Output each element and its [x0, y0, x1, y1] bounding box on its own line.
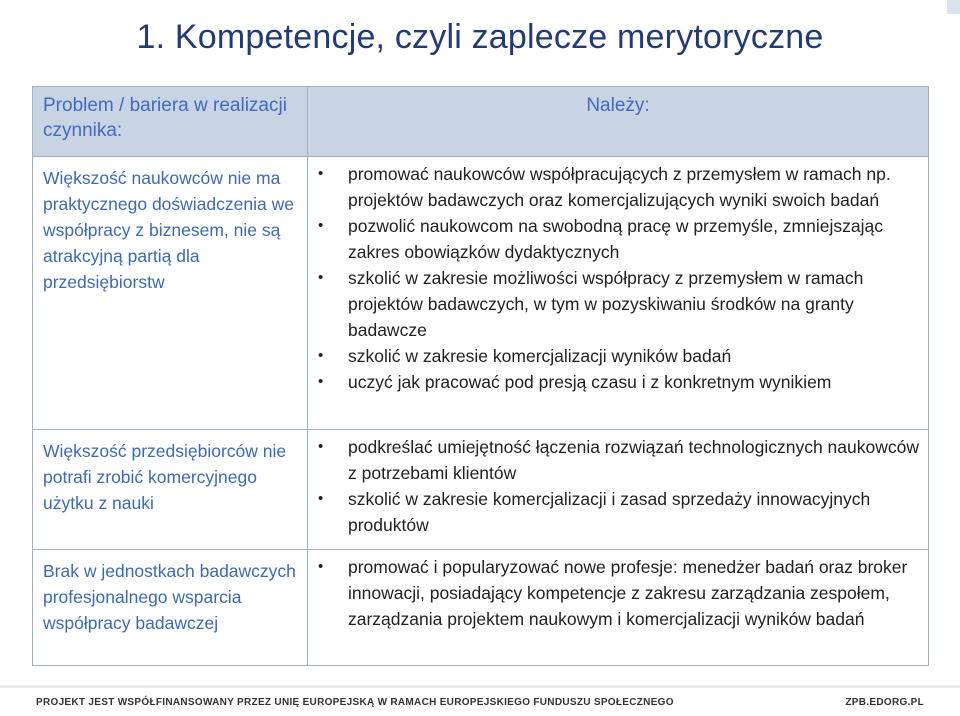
- actions-list: [316, 161, 922, 395]
- action-item: • promować i popularyzować nowe profesje: menedżer badań oraz broker innowacji, posiadający kompetencje z zakresu zarządzania zespołem, zarządzania projektem naukowym i komercjalizacji wyników badań: [316, 554, 922, 632]
- action-item: • szkolić w zakresie możliwości współpracy z przemysłem w ramach projektów badawczych, w tym w pozyskiwaniu środków na granty badawcze: [316, 265, 922, 343]
- competence-table: [32, 86, 929, 666]
- footer-website[interactable]: ZPB.EDORG.PL: [845, 697, 924, 708]
- actions-cell: [308, 157, 929, 430]
- table-row: [33, 430, 929, 550]
- corner-decoration: [947, 0, 960, 14]
- table-row: [33, 157, 929, 430]
- problem-cell: Brak w jednostkach badawczych profesjonalnego wsparcia współpracy badawczej: [33, 550, 308, 666]
- table-row: [33, 550, 929, 666]
- action-item: • uczyć jak pracować pod presją czasu i z konkretnym wynikiem: [316, 369, 922, 395]
- actions-list: [316, 554, 922, 632]
- problem-cell: Większość przedsiębiorców nie potrafi zrobić komercyjnego użytku z nauki: [33, 430, 308, 550]
- actions-cell: [308, 550, 929, 666]
- action-item: • promować naukowców współpracujących z przemysłem w ramach np. projektów badawczych oraz komercjalizujących wyniki swoich badań: [316, 161, 922, 213]
- page-title: 1. Kompetencje, czyli zaplecze merytoryczne: [136, 18, 824, 56]
- action-item: • pozwolić naukowcom na swobodną pracę w przemyśle, zmniejszając zakres obowiązków dydaktycznych: [316, 213, 922, 265]
- header-problem: Problem / bariera w realizacji czynnika:: [33, 87, 308, 157]
- table-header-row: [33, 87, 929, 157]
- header-actions: Należy:: [308, 87, 929, 157]
- footer-bar: [0, 685, 960, 716]
- action-item: • podkreślać umiejętność łączenia rozwiązań technologicznych naukowców z potrzebami klientów: [316, 434, 922, 486]
- actions-list: [316, 434, 922, 538]
- footer-funding-note: PROJEKT JEST WSPÓŁFINANSOWANY PRZEZ UNIĘ EUROPEJSKĄ W RAMACH EUROPEJSKIEGO FUNDUSZU SPOŁECZNEGO: [36, 697, 674, 708]
- problem-cell: Większość naukowców nie ma praktycznego doświadczenia we współpracy z biznesem, nie są atrakcyjną partią dla przedsiębiorstw: [33, 157, 308, 430]
- action-item: • szkolić w zakresie komercjalizacji i zasad sprzedaży innowacyjnych produktów: [316, 486, 922, 538]
- actions-cell: [308, 430, 929, 550]
- action-item: • szkolić w zakresie komercjalizacji wyników badań: [316, 343, 922, 369]
